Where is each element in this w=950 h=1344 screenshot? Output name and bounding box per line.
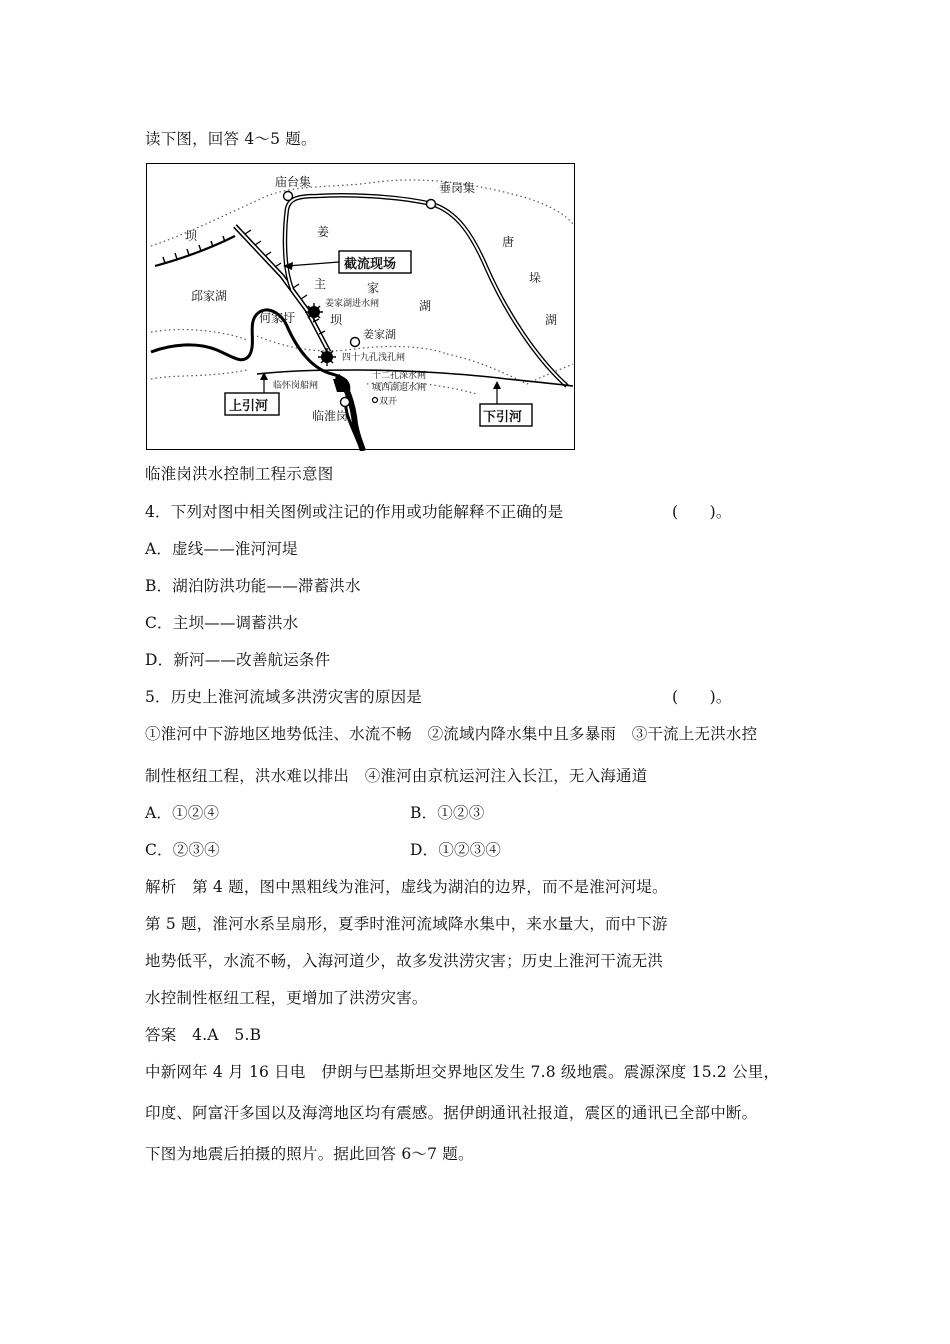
label-ba: 坝 (185, 229, 198, 243)
q4-bracket: ( )。 (672, 503, 732, 521)
label-hu-right: 湖 (545, 313, 558, 327)
q4-option-d: D．新河——改善航运条件 (145, 651, 331, 669)
label-jiang: 姜 (317, 225, 330, 239)
label-jieliu: 截流现场 (344, 257, 397, 272)
label-jiangjiahu-gate: 姜家湖进水闸 (325, 299, 380, 309)
answer-line: 答案 4.A 5.B (145, 1026, 262, 1044)
label-tang: 唐 (502, 235, 515, 249)
news-line2: 印度、阿富汗多国以及海湾地区均有震感。据伊朗通讯社报道，震区的通讯已全部中断。 (145, 1104, 758, 1122)
town-chuigangji (427, 200, 436, 209)
label-hejiawei: 何家圩 (259, 311, 296, 325)
map-caption: 临淮岗洪水控制工程示意图 (145, 465, 334, 483)
label-shangyinhe: 上引河 (229, 399, 269, 414)
deep-gate-symbol (333, 379, 347, 392)
label-jiangjiahu: 姜家湖 (363, 328, 396, 341)
label-shuangkai: 双开 (379, 397, 398, 407)
town-jiangjiahu (351, 338, 360, 347)
label-jia: 家 (367, 281, 380, 295)
up-arrow-icon-2 (493, 381, 501, 389)
analysis-line4: 水控制性枢纽工程，更增加了洪涝灾害。 (145, 989, 428, 1007)
town-shuangkai (373, 398, 378, 403)
label-zhu: 主 (314, 277, 327, 291)
label-hu-mid: 湖 (419, 299, 432, 313)
label-ba2: 坝 (330, 313, 343, 327)
q5-option-c: C．②③④ (145, 841, 220, 859)
news-line3: 下图为地震后拍摄的照片。据此回答 6～7 题。 (145, 1145, 474, 1163)
gate-star-icon (305, 303, 323, 321)
q5-line1: ①淮河中下游地区地势低洼、水流不畅 ②流域内降水集中且多暴雨 ③干流上无洪水控 (145, 725, 758, 743)
lake-boundary-qiujia (151, 330, 247, 340)
q4-option-c: C．主坝——调蓄洪水 (145, 614, 299, 632)
q4-stem: 4．下列对图中相关图例或注记的作用或功能解释不正确的是 (145, 503, 564, 521)
huai-river (151, 310, 359, 444)
analysis-line3: 地势低平，水流不畅，入海河道少，故多发洪涝灾害；历史上淮河干流无洪 (145, 952, 664, 970)
analysis-line1: 解析 第 4 题，图中黑粗线为淮河，虚线为湖泊的边界，而不是淮河河堤。 (145, 878, 668, 896)
town-linhuaigang (341, 398, 350, 407)
town-miaotaiji (284, 192, 293, 201)
news-line1: 中新网年 4 月 16 日电 伊朗与巴基斯坦交界地区发生 7.8 级地震。震源深度 15.2 公里， (145, 1063, 780, 1081)
label-xiayinhe: 下引河 (483, 410, 523, 425)
q5-option-d: D．①②③④ (410, 841, 502, 859)
q4-option-b: B．湖泊防洪功能——滞蓄洪水 (145, 577, 361, 595)
jieliu-pointer (287, 262, 339, 266)
q5-line2: 制性枢纽工程，洪水难以排出 ④淮河由京杭运河注入长江，无入海通道 (145, 767, 648, 785)
q4-option-a: A．虚线——淮河河堤 (145, 540, 298, 558)
q5-stem: 5．历史上淮河流域多洪涝灾害的原因是 (145, 688, 422, 706)
label-shier: 十二孔深水闸 (372, 371, 427, 381)
q5-option-a: A．①②④ (145, 804, 220, 822)
label-chuigangji: 垂岗集 (439, 181, 476, 195)
gate-star-icon-2 (318, 348, 336, 366)
intro-text: 读下图，回答 4～5 题。 (145, 130, 317, 148)
lake-boundary-low (151, 370, 247, 379)
label-miaotaiji: 庙台集 (275, 175, 312, 189)
label-qiujiahu: 邱家湖 (191, 289, 228, 303)
label-duo: 垛 (529, 271, 542, 285)
label-chengxi: 城西湖退水闸 (372, 383, 427, 393)
label-linhuaigang-ship: 临怀岗船闸 (273, 381, 319, 391)
flood-control-map (146, 163, 575, 450)
label-sishijiu: 四十九孔浅孔闸 (342, 353, 406, 363)
analysis-line2: 第 5 题，淮河水系呈扇形，夏季时淮河流域降水集中，来水量大，而中下游 (145, 915, 668, 933)
q5-option-b: B．①②③ (410, 804, 485, 822)
q5-bracket: ( )。 (672, 688, 732, 706)
map-drawing (147, 164, 576, 451)
label-linhuaigang: 临淮岗 (312, 409, 349, 423)
